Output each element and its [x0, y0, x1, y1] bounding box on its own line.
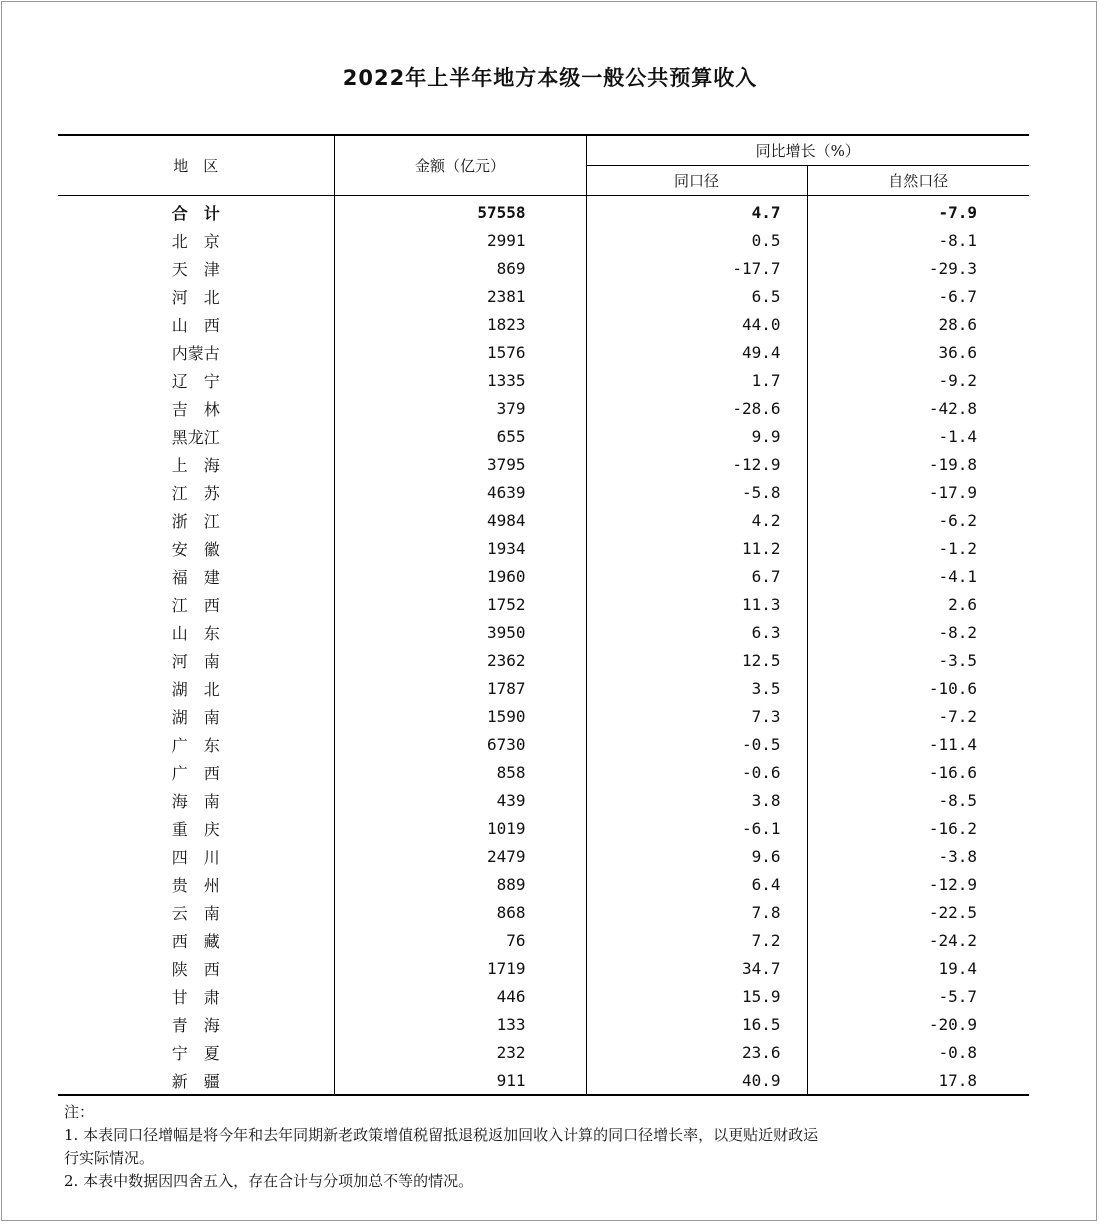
same-basis-cell: 34.7 — [586, 954, 807, 982]
region-cell: 甘 肃 — [58, 982, 334, 1010]
table-title: 2022年上半年地方本级一般公共预算收入 — [342, 66, 758, 90]
natural-basis-cell: -16.6 — [928, 762, 978, 782]
same-basis-cell: -17.7 — [586, 254, 807, 282]
amount-cell: 3950 — [334, 618, 586, 646]
natural-basis-cell: 2.6 — [948, 594, 978, 614]
natural-basis-cell: -6.2 — [938, 510, 978, 530]
natural-basis-cell: 36.6 — [938, 342, 978, 362]
table-row — [58, 1066, 1029, 1095]
region-cell: 湖 南 — [58, 702, 334, 730]
same-basis-cell: 7.8 — [586, 898, 807, 926]
table-row — [58, 674, 1029, 702]
amount-cell: 1934 — [334, 534, 586, 562]
region-cell: 广 东 — [58, 730, 334, 758]
region-cell: 河 北 — [58, 282, 334, 310]
table-row — [58, 1038, 1029, 1066]
amount-cell: 1335 — [334, 366, 586, 394]
region-cell: 天 津 — [58, 254, 334, 282]
same-basis-cell: -5.8 — [586, 478, 807, 506]
region-cell: 贵 州 — [58, 870, 334, 898]
natural-basis-cell: -9.2 — [938, 370, 978, 390]
table-row — [58, 982, 1029, 1010]
natural-basis-cell: -11.4 — [928, 734, 978, 754]
amount-cell: 4984 — [334, 506, 586, 534]
region-cell: 四 川 — [58, 842, 334, 870]
natural-basis-cell: -17.9 — [928, 482, 978, 502]
region-cell: 辽 宁 — [58, 366, 334, 394]
total-row — [58, 196, 1029, 227]
table-body — [58, 196, 1029, 1096]
same-basis-cell: 7.3 — [586, 702, 807, 730]
table-row — [58, 758, 1029, 786]
amount-cell: 1823 — [334, 310, 586, 338]
amount-cell: 3795 — [334, 450, 586, 478]
region-cell: 重 庆 — [58, 814, 334, 842]
table-row — [58, 478, 1029, 506]
natural-basis-cell: -42.8 — [928, 398, 978, 418]
table-row — [58, 282, 1029, 310]
notes-label: 注： — [64, 1103, 95, 1121]
same-basis-cell: 40.9 — [586, 1066, 807, 1095]
amount-cell: 1752 — [334, 590, 586, 618]
amount-cell: 869 — [334, 254, 586, 282]
region-cell: 福 建 — [58, 562, 334, 590]
table-row — [58, 254, 1029, 282]
natural-basis-cell: -22.5 — [928, 902, 978, 922]
table-row — [58, 450, 1029, 478]
same-basis-cell: 9.6 — [586, 842, 807, 870]
table-row — [58, 338, 1029, 366]
region-cell: 湖 北 — [58, 674, 334, 702]
table-row — [58, 310, 1029, 338]
natural-basis-cell: -10.6 — [928, 678, 978, 698]
amount-cell: 133 — [334, 1010, 586, 1038]
same-basis-cell: 7.2 — [586, 926, 807, 954]
same-basis-cell: 11.3 — [586, 590, 807, 618]
amount-cell: 858 — [334, 758, 586, 786]
natural-basis-cell: -24.2 — [928, 930, 978, 950]
table-row — [58, 534, 1029, 562]
natural-basis-cell: -7.9 — [938, 202, 978, 222]
natural-basis-cell: -19.8 — [928, 454, 978, 474]
table-row — [58, 814, 1029, 842]
header-natural-basis: 自然口径 — [807, 166, 1029, 196]
amount-cell: 76 — [334, 926, 586, 954]
amount-cell: 911 — [334, 1066, 586, 1095]
natural-basis-cell: -0.8 — [938, 1042, 978, 1062]
natural-basis-cell: -1.4 — [938, 426, 978, 446]
table-row — [58, 590, 1029, 618]
table-row — [58, 870, 1029, 898]
natural-basis-cell: -3.5 — [938, 650, 978, 670]
same-basis-cell: 12.5 — [586, 646, 807, 674]
table-row — [58, 1010, 1029, 1038]
amount-cell: 6730 — [334, 730, 586, 758]
amount-cell: 2991 — [334, 226, 586, 254]
natural-basis-cell: -5.7 — [938, 986, 978, 1006]
table-row — [58, 618, 1029, 646]
header-amount: 金额（亿元） — [334, 135, 586, 196]
note-1-line-1: 1. 本表同口径增幅是将今年和去年同期新老政策增值税留抵退税返加回收入计算的同口径增长率，以更贴近财政运 — [64, 1126, 819, 1144]
natural-basis-cell: 19.4 — [938, 958, 978, 978]
amount-cell: 57558 — [334, 196, 586, 227]
region-cell: 浙 江 — [58, 506, 334, 534]
amount-cell: 1019 — [334, 814, 586, 842]
amount-cell: 2381 — [334, 282, 586, 310]
natural-basis-cell: -8.2 — [938, 622, 978, 642]
region-cell: 广 西 — [58, 758, 334, 786]
same-basis-cell: 15.9 — [586, 982, 807, 1010]
region-cell: 陕 西 — [58, 954, 334, 982]
natural-basis-cell: -16.2 — [928, 818, 978, 838]
region-cell: 上 海 — [58, 450, 334, 478]
amount-cell: 1719 — [334, 954, 586, 982]
table-row — [58, 422, 1029, 450]
amount-cell: 2479 — [334, 842, 586, 870]
same-basis-cell: -0.6 — [586, 758, 807, 786]
natural-basis-cell: -3.8 — [938, 846, 978, 866]
region-cell: 山 西 — [58, 310, 334, 338]
natural-basis-cell: 17.8 — [807, 1066, 1029, 1095]
amount-cell: 655 — [334, 422, 586, 450]
same-basis-cell: 4.2 — [586, 506, 807, 534]
same-basis-cell: 3.8 — [586, 786, 807, 814]
region-cell: 黑龙江 — [58, 422, 334, 450]
amount-cell: 232 — [334, 1038, 586, 1066]
table-row — [58, 786, 1029, 814]
amount-cell: 889 — [334, 870, 586, 898]
region-cell: 江 苏 — [58, 478, 334, 506]
same-basis-cell: 3.5 — [586, 674, 807, 702]
table-row — [58, 898, 1029, 926]
table-row — [58, 954, 1029, 982]
same-basis-cell: 0.5 — [586, 226, 807, 254]
amount-cell: 1960 — [334, 562, 586, 590]
region-cell: 合 计 — [58, 196, 334, 227]
region-cell: 青 海 — [58, 1010, 334, 1038]
natural-basis-cell: -12.9 — [928, 874, 978, 894]
table-row — [58, 926, 1029, 954]
table-row — [58, 394, 1029, 422]
same-basis-cell: 6.5 — [586, 282, 807, 310]
table-row — [58, 562, 1029, 590]
same-basis-cell: -6.1 — [586, 814, 807, 842]
region-cell: 北 京 — [58, 226, 334, 254]
same-basis-cell: -28.6 — [586, 394, 807, 422]
table-row — [58, 506, 1029, 534]
table-row — [58, 226, 1029, 254]
region-cell: 吉 林 — [58, 394, 334, 422]
region-cell: 云 南 — [58, 898, 334, 926]
same-basis-cell: 16.5 — [586, 1010, 807, 1038]
same-basis-cell: 6.3 — [586, 618, 807, 646]
natural-basis-cell: 28.6 — [938, 314, 978, 334]
region-cell: 江 西 — [58, 590, 334, 618]
note-1-line-2: 行实际情况。 — [64, 1149, 155, 1167]
header-same-basis: 同口径 — [586, 166, 807, 196]
natural-basis-cell: -7.2 — [938, 706, 978, 726]
amount-cell: 1576 — [334, 338, 586, 366]
same-basis-cell: 6.4 — [586, 870, 807, 898]
same-basis-cell: 44.0 — [586, 310, 807, 338]
same-basis-cell: 6.7 — [586, 562, 807, 590]
region-cell: 河 南 — [58, 646, 334, 674]
note-2: 2. 本表中数据因四舍五入，存在合计与分项加总不等的情况。 — [64, 1172, 474, 1190]
table-row — [58, 730, 1029, 758]
revenue-table — [58, 134, 1029, 1096]
region-cell: 宁 夏 — [58, 1038, 334, 1066]
region-cell: 安 徽 — [58, 534, 334, 562]
region-cell: 西 藏 — [58, 926, 334, 954]
region-cell: 山 东 — [58, 618, 334, 646]
same-basis-cell: 49.4 — [586, 338, 807, 366]
table-row — [58, 646, 1029, 674]
natural-basis-cell: -20.9 — [928, 1014, 978, 1034]
natural-basis-cell: -1.2 — [938, 538, 978, 558]
table-row — [58, 702, 1029, 730]
natural-basis-cell: -8.1 — [938, 230, 978, 250]
amount-cell: 439 — [334, 786, 586, 814]
notes — [64, 1101, 984, 1193]
amount-cell: 1787 — [334, 674, 586, 702]
same-basis-cell: 23.6 — [586, 1038, 807, 1066]
header-region: 地 区 — [58, 135, 334, 196]
region-cell: 海 南 — [58, 786, 334, 814]
amount-cell: 1590 — [334, 702, 586, 730]
region-cell: 内蒙古 — [58, 338, 334, 366]
natural-basis-cell: -6.7 — [938, 286, 978, 306]
same-basis-cell: -12.9 — [586, 450, 807, 478]
same-basis-cell: 9.9 — [586, 422, 807, 450]
amount-cell: 868 — [334, 898, 586, 926]
amount-cell: 4639 — [334, 478, 586, 506]
amount-cell: 379 — [334, 394, 586, 422]
table-row — [58, 366, 1029, 394]
natural-basis-cell: -4.1 — [938, 566, 978, 586]
header-growth: 同比增长（%） — [586, 135, 1029, 166]
same-basis-cell: 4.7 — [586, 196, 807, 227]
same-basis-cell: -0.5 — [586, 730, 807, 758]
amount-cell: 2362 — [334, 646, 586, 674]
same-basis-cell: 11.2 — [586, 534, 807, 562]
amount-cell: 446 — [334, 982, 586, 1010]
same-basis-cell: 1.7 — [586, 366, 807, 394]
region-cell: 新 疆 — [58, 1066, 334, 1095]
table-row — [58, 842, 1029, 870]
natural-basis-cell: -8.5 — [938, 790, 978, 810]
natural-basis-cell: -29.3 — [928, 258, 978, 278]
